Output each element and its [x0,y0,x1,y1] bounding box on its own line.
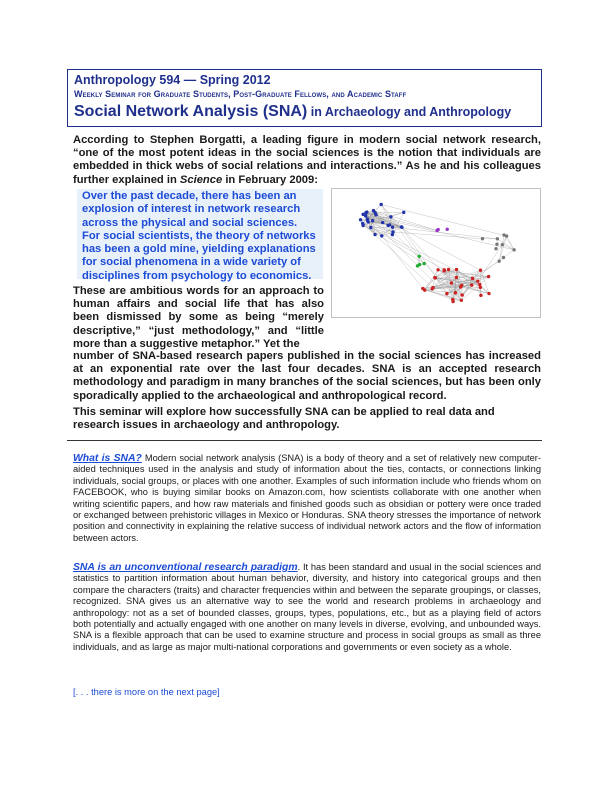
network-node [478,283,481,286]
network-node [479,294,482,297]
paradigm-text: . It has been standard and usual in the social sciences and statistics to partition information about human behavior, diversity, and history into categorical groups and then compare the characters (traits) and character frequencies within and between the separate groupings, or classes, recognized. SNA gives us an alternative way to see the world and research problems in archaeology and anthropology: not as a set of bounded classes, groups, types, populations, etc., but as a playing field of actors both potentially and actually engaged with one another on many levels in diverse, evolving, and unbounded ways. SNA is a flexible approach that can be used to examine structure and process in social groups as small as three individuals, and as large as major multi-national corporations and governments or even society as a whole. [73,562,541,652]
network-node [386,224,389,227]
network-edge [393,232,482,239]
network-node [445,292,448,295]
continued-paragraph: number of SNA-based research papers published in the social sciences has increased at an exponential rate over the last four decades. SNA is an accepted research methodology and paradigm in many branches of the social sciences, but has been only sporadically applied to the archaeological and anthropological record. [73,350,541,402]
network-node [369,226,372,229]
network-edge [363,223,433,287]
network-node [361,224,364,227]
network-edge [507,236,514,250]
network-node [487,292,490,295]
network-node [380,234,383,237]
network-edge [480,277,489,285]
network-node [389,215,392,218]
network-edge [481,270,489,293]
network-node [371,219,374,222]
network-node [460,284,463,287]
network-node [487,275,490,278]
network-node [470,283,473,286]
network-node [435,229,438,232]
network-node [481,237,484,240]
network-node [479,286,482,289]
network-node [379,203,382,206]
network-node [447,268,450,271]
network-node [364,214,367,217]
network-edge [381,204,506,236]
paradigm-heading: SNA is an unconventional research paradigm [73,562,298,573]
what-is-sna-paragraph [73,453,541,544]
network-node [479,269,482,272]
network-node [455,268,458,271]
network-node [512,248,515,251]
intro-paragraph [73,134,541,187]
network-node [454,291,457,294]
more-next-page-link[interactable]: [. . . there is more on the next page] [73,687,220,697]
network-node [455,276,458,279]
network-node [391,230,394,233]
network-edge [376,215,480,270]
network-node [417,255,420,258]
network-node [446,228,449,231]
network-node [373,233,376,236]
intro-text-before: According to Stephen Borgatti, a leading figure in modern social network research, “one of the most potent ideas in the social sciences is the notion that individuals are embedded in thick webs of social relations and interactions.” As he and his colleagues further explained in [73,134,541,186]
ambitious-paragraph: These are ambitious words for an approach to human affairs and social life that has also been dismissed by some as being “merely descriptive,” “just methodology,” and “little more than a suggestive metaphor.” Yet the [73,285,324,350]
network-graph-image [332,189,540,317]
intro-text-after: in February 2009: [222,173,318,186]
network-edge [374,211,438,231]
audience-line: Weekly Seminar for Graduate Students, Post-Graduate Fellows, and Academic Staff [74,89,407,99]
network-node [359,218,362,221]
network-edges [361,204,515,301]
network-node [391,226,394,229]
course-title: Anthropology 594 — Spring 2012 [74,73,271,87]
network-edge [503,250,514,258]
network-node [501,243,504,246]
section-divider [67,440,542,441]
network-node [381,221,384,224]
network-node [422,262,425,265]
network-node [502,233,505,236]
network-node [365,210,368,213]
network-node [495,243,498,246]
page-title [74,101,535,123]
paradigm-paragraph [73,562,541,653]
network-node [400,226,403,229]
intro-journal: Science [179,173,223,186]
network-node [443,268,446,271]
what-is-sna-text: Modern social network analysis (SNA) is a body of theory and a set of relatively new computer-aided techniques used in the analysis and study of information about the ties, contacts, or connections linking individuals, social groups, or places with one another. Examples of such information include who friends whom on FACEBOOK, who is buying similar books on Amazon.com, how scientists collaborate with one another when writing scientific papers, and how raw materials and finished goods such as obsidian or pottery were once traded or exchanged between prehistoric villages in Mexico or Honduras. SNA theory stresses the importance of network position and connectivity in explaining the relative success of individual network actors and the flow of information between actors. [73,453,541,543]
network-node [431,286,434,289]
network-node [436,268,439,271]
network-node [502,256,505,259]
network-node [471,277,474,280]
network-node [418,263,421,266]
network-node [476,279,479,282]
seminar-paragraph: This seminar will explore how successfully SNA can be applied to real data and research issues in archaeology and anthropology. [73,406,495,432]
title-sub: in Archaeology and Anthropology [307,105,512,119]
network-node [421,287,424,290]
header-box [67,69,542,127]
title-main: Social Network Analysis (SNA) [74,103,308,120]
network-node [460,299,463,302]
network-node [372,209,375,212]
network-node [402,211,405,214]
network-node [460,293,463,296]
quote-block: Over the past decade, there has been an explosion of interest in network research across the physical and social sciences. For social scientists, the theory of networks has been a gold mine, yielding explanations for social phenomena in a wide variety of disciplines from psychology to economics. [77,189,323,279]
network-node [433,276,436,279]
network-node [450,281,453,284]
network-figure [331,188,541,318]
network-edge [382,236,423,289]
what-is-sna-heading: What is SNA? [73,453,142,464]
network-node [366,219,369,222]
network-node [494,247,497,250]
network-node [451,300,454,303]
network-node [497,259,500,262]
network-node [496,237,499,240]
